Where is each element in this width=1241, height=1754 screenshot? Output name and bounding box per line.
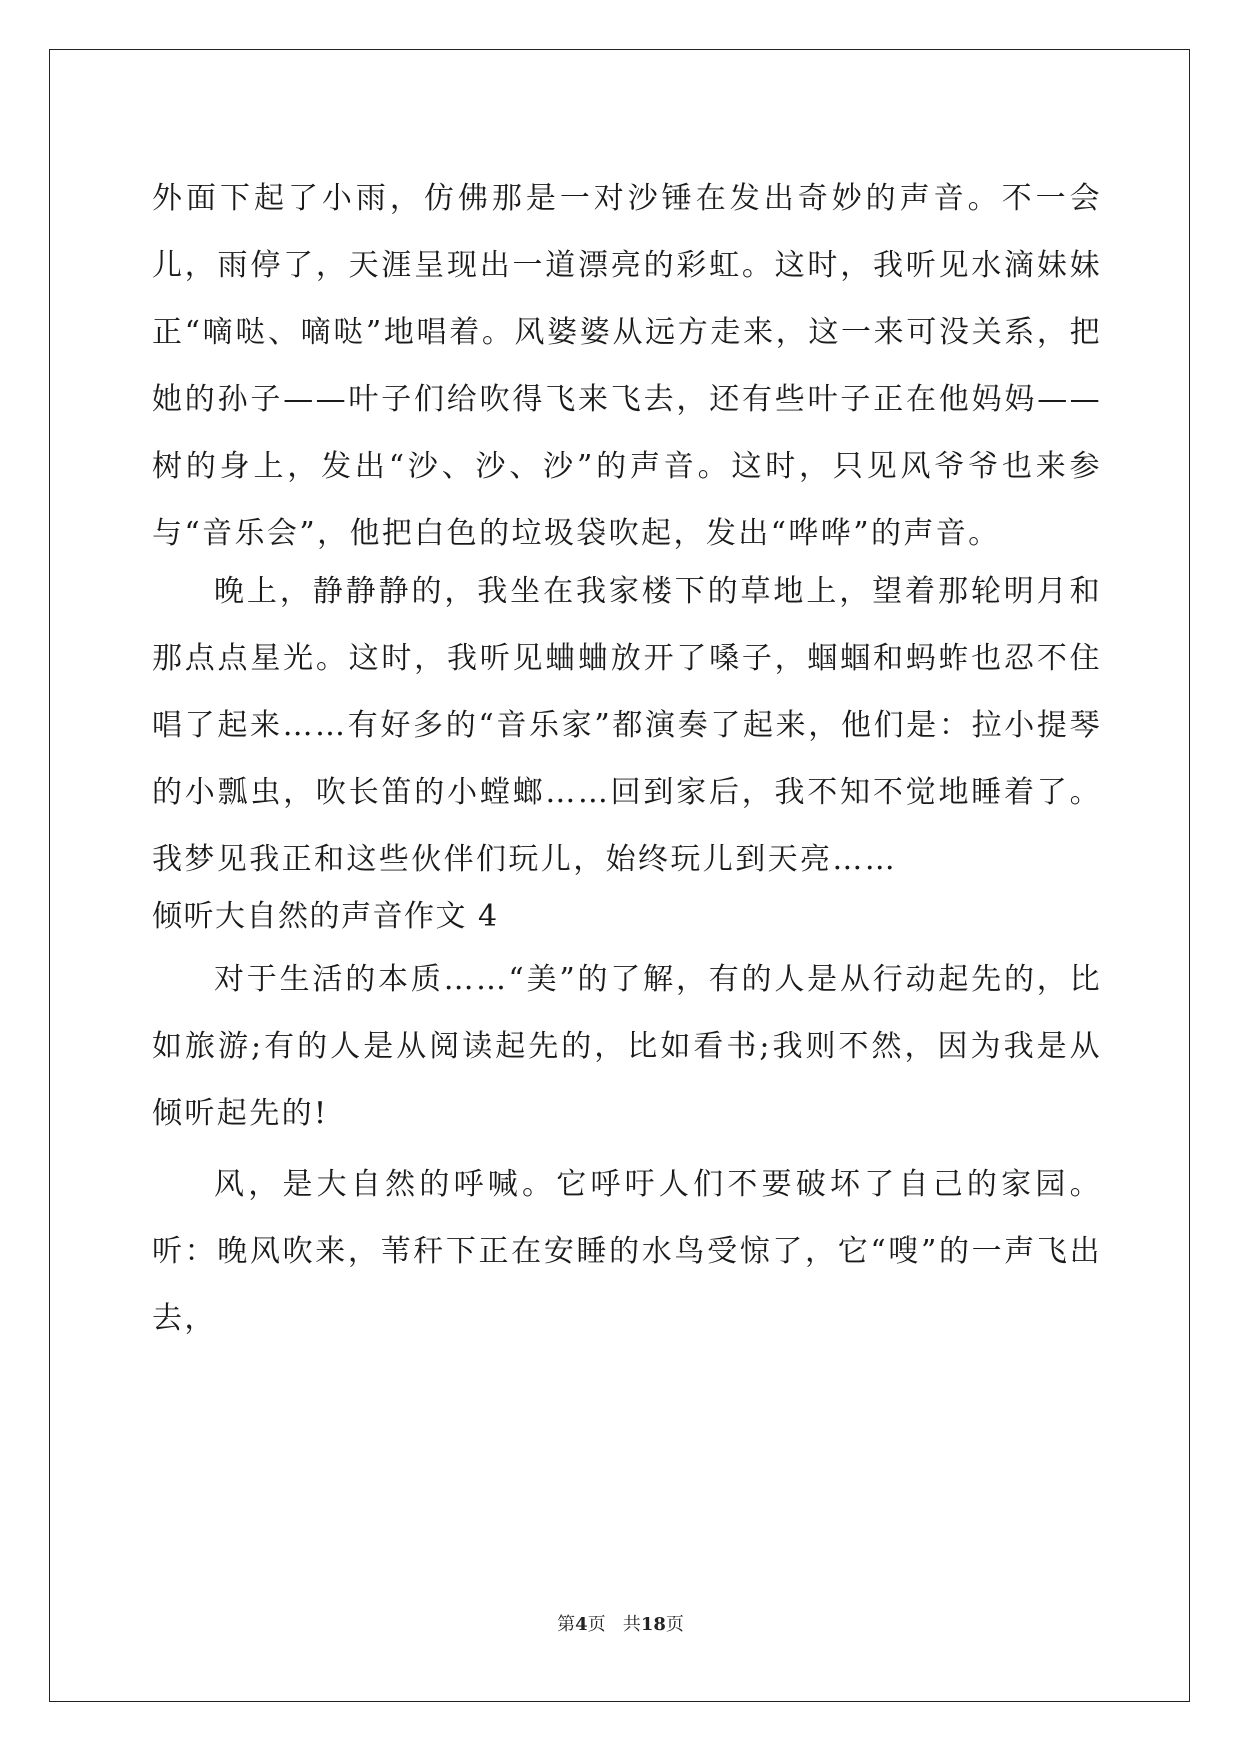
page-footer [0,1613,1241,1637]
page-suffix: 页 [587,1614,606,1635]
document-body [152,165,1102,1352]
total-pages: 18 [640,1614,666,1635]
page-number: 4 [575,1614,588,1635]
page-prefix: 第 [557,1614,576,1635]
total-prefix: 共 [622,1614,641,1635]
paragraph-night: 晚上，静静静的，我坐在我家楼下的草地上，望着那轮明月和那点点星光。这时，我听见蛐蛐放开了嗓子，蝈蝈和蚂蚱也忍不住唱了起来……有好多的“音乐家”都演奏了起来，他们是：拉小提琴的小瓢虫，吹长笛的小螳螂……回到家后，我不知不觉地睡着了。我梦见我正和这些伙伴们玩儿，始终玩儿到天亮…… [152,574,1102,877]
paragraph-rain-wind: 外面下起了小雨，仿佛那是一对沙锤在发出奇妙的声音。不一会儿，雨停了，天涯呈现出一道漂亮的彩虹。这时，我听见水滴妹妹正“嘀哒、嘀哒”地唱着。风婆婆从远方走来，这一来可没关系，把她的孙子——叶子们给吹得飞来飞去，还有些叶子正在他妈妈——树的身上，发出“沙、沙、沙”的声音。这时，只见风爷爷也来参与“音乐会”，他把白色的垃圾袋吹起，发出“哗哗”的声音。 [152,181,1102,551]
section-heading: 倾听大自然的声音作文 4 [152,899,499,934]
paragraph-wind-call: 风，是大自然的呼喊。它呼吁人们不要破坏了自己的家园。听：晚风吹来，苇秆下正在安睡的水鸟受惊了，它“嗖”的一声飞出去， [152,1167,1102,1336]
paragraph-beauty: 对于生活的本质……“美”的了解，有的人是从行动起先的，比如旅游;有的人是从阅读起先的，比如看书;我则不然，因为我是从倾听起先的! [152,962,1102,1131]
total-suffix: 页 [665,1614,684,1635]
